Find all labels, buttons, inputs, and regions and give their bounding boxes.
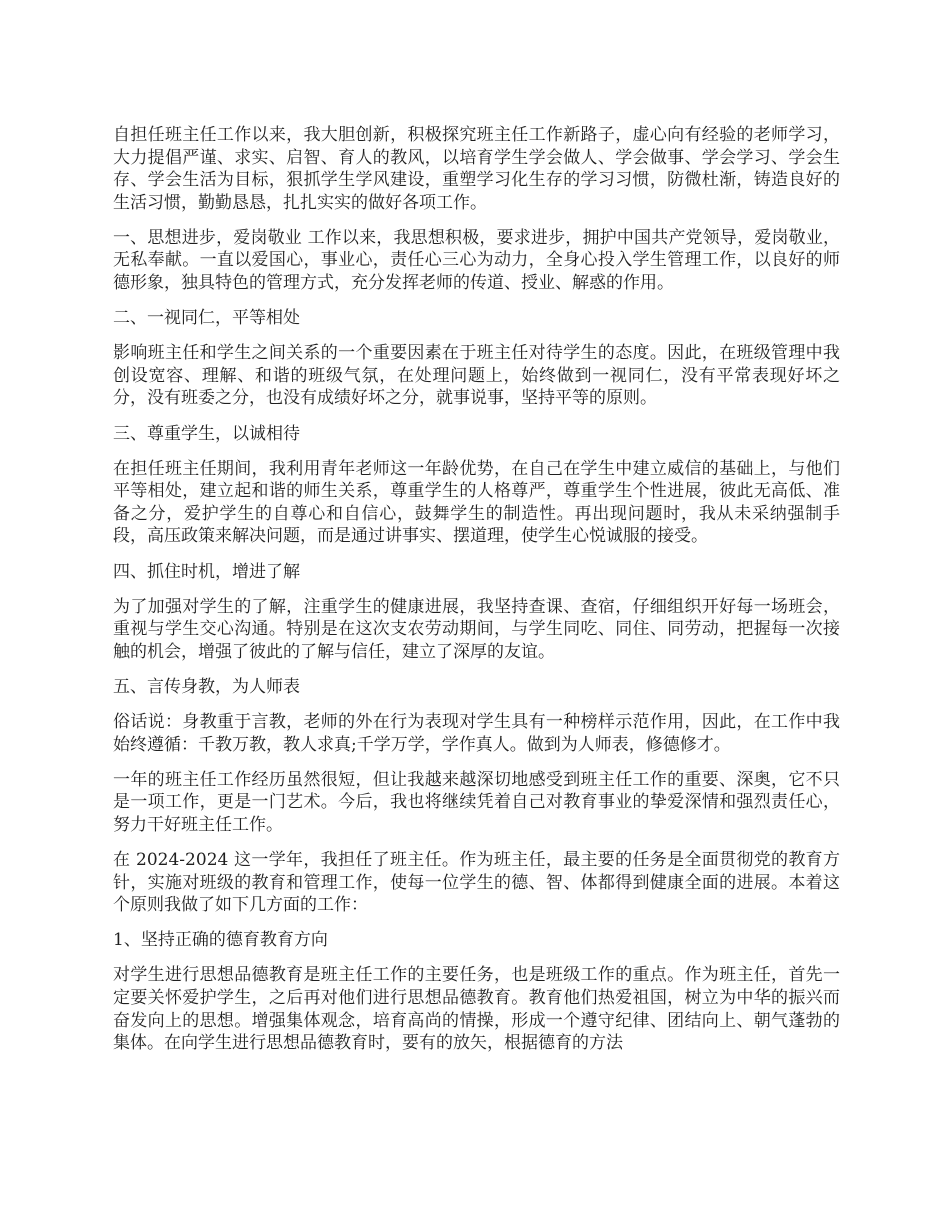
paragraph-second-report-intro: 在 2024-2024 这一学年，我担任了班主任。作为班主任，最主要的任务是全面贯彻党的教育方针，实施对班级的教育和管理工作，使每一位学生的德、智、体都得到健康全面的进展。本着这个原则我做了如下几方面的工作： <box>113 849 840 916</box>
paragraph-section-2: 影响班主任和学生之间关系的一个重要因素在于班主任对待学生的态度。因此，在班级管理中我创设宽容、理解、和谐的班级气氛，在处理问题上，始终做到一视同仁，没有平常表现好坏之分，没有班委之分，也没有成绩好坏之分，就事说事，坚持平等的原则。 <box>113 343 840 409</box>
paragraph-conclusion: 一年的班主任工作经历虽然很短，但让我越来越深切地感受到班主任工作的重要、深奥，它不只是一项工作，更是一门艺术。今后，我也将继续凭着自己对教育事业的挚爱深情和强烈责任心，努力干好班主任工作。 <box>113 769 840 835</box>
paragraph-intro: 自担任班主任工作以来，我大胆创新，积极探究班主任工作新路子，虚心向有经验的老师学习，大力提倡严谨、求实、启智、育人的教风，以培育学生学会做人、学会做事、学会学习、学会生存、学会生活为目标，狠抓学生学风建设，重塑学习化生存的学习习惯，防微杜渐，铸造良好的生活习惯，勤勤恳恳，扎扎实实的做好各项工作。 <box>113 125 840 213</box>
heading-section-4: 四、抓住时机，增进了解 <box>113 561 300 582</box>
paragraph-section-3: 在担任班主任期间，我利用青年老师这一年龄优势，在自己在学生中建立威信的基础上，与他们平等相处，建立起和谐的师生关系，尊重学生的人格尊严，尊重学生个性进展，彼此无高低、准备之分，爱护学生的自尊心和自信心，鼓舞学生的制造性。再出现问题时，我从未采纳强制手段，高压政策来解决问题，而是通过讲事实、摆道理，使学生心悦诚服的接受。 <box>113 458 840 547</box>
heading-section-3: 三、尊重学生，以诚相待 <box>113 423 300 444</box>
paragraph-section-5: 俗话说：身教重于言教，老师的外在行为表现对学生具有一种榜样示范作用，因此，在工作中我始终遵循：千教万教，教人求真;千学万学，学作真人。做到为人师表，修德修才。 <box>113 711 840 755</box>
paragraph-section-1: 一、思想进步，爱岗敬业 工作以来，我思想积极，要求进步，拥护中国共产党领导，爱岗敬业，无私奉献。一直以爱国心，事业心，责任心三心为动力，全身心投入学生管理工作，以良好的师德形象，独具特色的管理方式，充分发挥老师的传道、授业、解惑的作用。 <box>113 227 840 294</box>
paragraph-moral-education: 对学生进行思想品德教育是班主任工作的主要任务，也是班级工作的重点。作为班主任，首先一定要关怀爱护学生，之后再对他们进行思想品德教育。教育他们热爱祖国，树立为中华的振兴而奋发向上的思想。增强集体观念，培育高尚的情操，形成一个遵守纪律、团结向上、朝气蓬勃的集体。在向学生进行思想品德教育时，要有的放矢，根据德育的方法 <box>113 965 840 1054</box>
paragraph-section-4: 为了加强对学生的了解，注重学生的健康进展，我坚持查课、查宿，仔细组织开好每一场班会，重视与学生交心沟通。特别是在这次支农劳动期间，与学生同吃、同住、同劳动，把握每一次接触的机会，增强了彼此的了解与信任，建立了深厚的友谊。 <box>113 596 840 662</box>
heading-moral-education: 1、坚持正确的德育教育方向 <box>113 930 328 951</box>
document-page <box>113 124 840 1067</box>
heading-section-2: 二、一视同仁，平等相处 <box>113 308 300 329</box>
heading-section-5: 五、言传身教，为人师表 <box>113 676 300 697</box>
